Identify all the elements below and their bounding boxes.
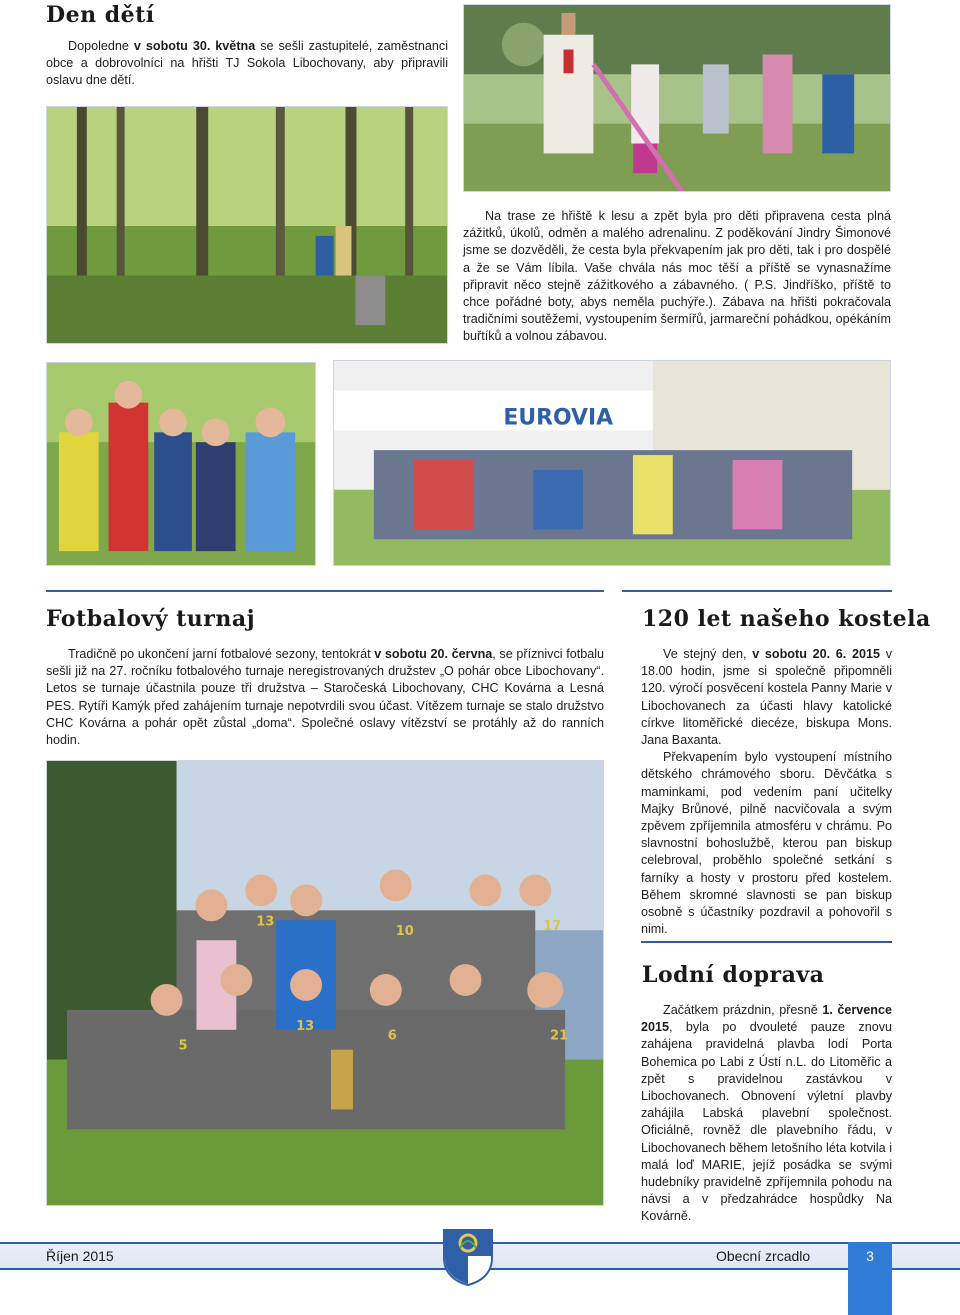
village-crest-icon — [442, 1228, 494, 1286]
lodni-text-1: Začátkem prázdnin, přesně — [663, 1003, 823, 1017]
kostel-date: v sobotu 20. 6. 2015 — [752, 647, 881, 661]
lodni-body — [641, 1002, 892, 1226]
intro-text-1: Dopoledne — [68, 39, 134, 53]
section-divider-right — [622, 590, 892, 592]
fotbal-date: v sobotu 20. června — [374, 647, 493, 661]
intro-date: v sobotu 30. května — [133, 39, 256, 53]
jersey-number-2: 10 — [395, 924, 414, 940]
photo-kids-group — [46, 362, 316, 566]
kostel-text-1: Ve stejný den, — [663, 647, 753, 661]
section-title-kostel: 120 let našeho kostela — [642, 606, 931, 632]
section-title-den-deti: Den dětí — [46, 2, 155, 28]
eurovia-banner-text: EUROVIA — [503, 405, 614, 431]
photo-forest-trail — [46, 106, 448, 344]
section-title-lodni: Lodní doprava — [642, 962, 825, 988]
jersey-number-5: 13 — [296, 1018, 315, 1034]
den-deti-intro — [46, 38, 448, 90]
page-number: 3 — [866, 1248, 874, 1264]
jersey-number-7: 21 — [550, 1028, 569, 1044]
footer-month: Říjen 2015 — [46, 1248, 114, 1264]
jersey-number-4: 5 — [178, 1038, 188, 1054]
kostel-divider — [641, 941, 892, 943]
photo-football-team — [46, 760, 604, 1206]
fotbal-body — [46, 646, 604, 749]
jersey-number-6: 6 — [387, 1028, 397, 1044]
photo-tent-crowd — [333, 360, 891, 566]
section-title-fotbal: Fotbalový turnaj — [46, 606, 256, 632]
section-divider-left — [46, 590, 604, 592]
jersey-number-1: 13 — [256, 914, 275, 930]
lodni-text-2: , byla po dvouleté pauze znovu zahájena pravidelná plavba lodí Porta Bohemica po Labi z Ústí n.L. do Litoměřic a zpět s pravidelnou zastávkou v Libochovanech. Obnovení výletní plavby zahájila Labská plavební společnost. Oficiálně, rovněž dle plavebního řádu, v Libochovanech během letošního léta kotvila i malá loď MARIE, jejíž posádka se svými hudebníky pravidelně zpříjemnila pohodu na návsi a v předzahrádce hospůdky Na Kovárně. — [641, 1020, 892, 1224]
fotbal-text-1: Tradičně po ukončení jarní fotbalové sezony, tentokrát — [68, 647, 375, 661]
kostel-text-2: v 18.00 hodin, jsme si společně připomněli 120. výročí posvěcení kostela Panny Marie v Libochovanech za účasti hlavy katolické církve litoměřické diecéze, biskupa Mons. Jana Baxanta. — [641, 647, 893, 748]
footer-publication: Obecní zrcadlo — [716, 1248, 811, 1264]
intro-text-2: se sešli zastupitelé, zaměstnanci obce a dobrovolníci na hřišti TJ Sokola Libochovany, aby připravili oslavu dne dětí. — [46, 39, 449, 88]
photo-knight-games — [463, 4, 891, 192]
lodni-date: 1. července 2015 — [641, 1003, 892, 1035]
kostel-body — [641, 646, 892, 938]
kostel-text-3: Překvapením bylo vystoupení místního dětského chrámového sboru. Děvčátka s maminkami, pod vedením paní učitelky Majky Brůnové, pilně nacvičovala a svým zpěvem zpříjemnila atmosféru v chrámu. Po slavnostní bohoslužbě, kterou pan biskup celebroval, proběhlo společné setkání s farníky a hosty v prostoru před kostelem. Během skromné slavnosti se pan biskup osobně s účastníky pozdravil a pohovořil s nimi. — [641, 750, 892, 937]
den-deti-body: Na trase ze hřiště k lesu a zpět byla pro děti připravena cesta plná zážitků, úkolů, odměn a malého adrenalinu. Z poděkování Jindry Šimonové jsme se dozvěděli, že cesta byla překvapením jak pro děti, tak i pro dospělé a že se Vám líbila. Vaše chvála nás moc těší a příště se vynasnažíme připravit něco stejně zážitkového a zábavného. ( P.S. Jindříško, příště to chce pořádné boty, abys neměla puchýře.). Zábava na hřišti pokračovala tradičními soutěžemi, vystoupením šermířů, jarmareční pohádkou, opékáním buřtíků a volnou zábavou. — [463, 209, 891, 344]
jersey-number-3: 17 — [543, 919, 562, 935]
fotbal-text-2: , se příznivci fotbalu sešli již na 27. ročníku fotbalového turnaje neregistrovaných družstev „O pohár obce Libochovany“. Letos se turnaje účastnila pouze tři družstva – Staročeská Libochovany, CHC Kovárna a Lesná PES. Rytíři Kamýk před zahájením turnaje nepotvrdili svou účast. Vítězem turnaje se stalo družstvo CHC Kovárna a pohár opět zůstal „doma“. Společné oslavy vítězství se protáhly až do ranních hodin. — [46, 647, 605, 748]
